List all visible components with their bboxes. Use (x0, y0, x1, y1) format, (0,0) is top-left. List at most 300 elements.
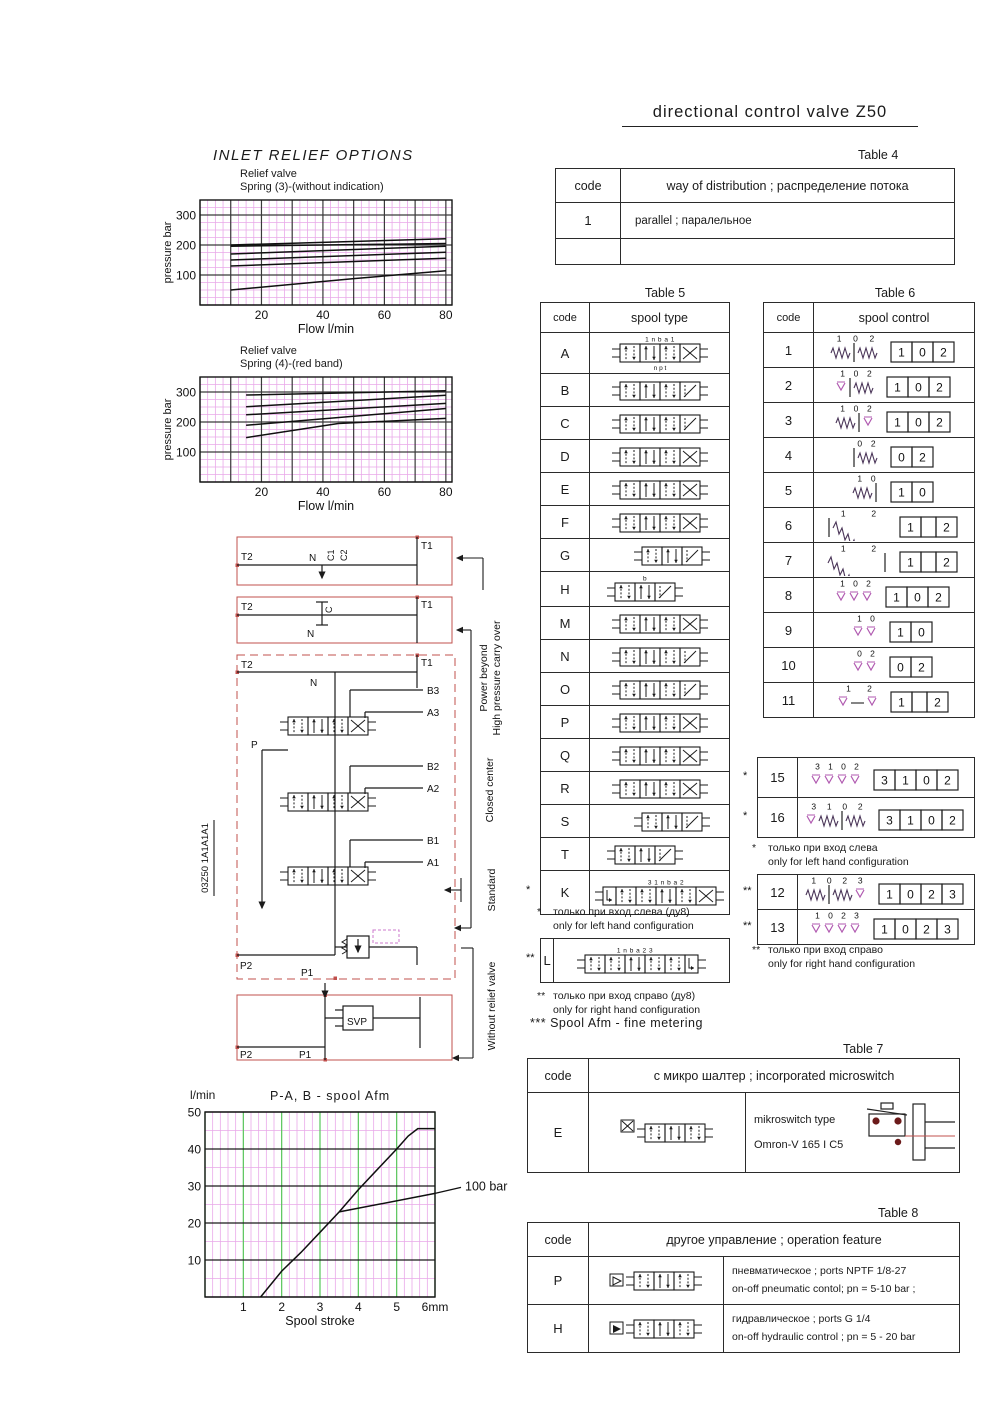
svg-text:2: 2 (870, 649, 875, 659)
control-code: 1 (764, 333, 814, 368)
spool-symbol (611, 410, 709, 437)
svg-text:1 n b a 1: 1 n b a 1 (644, 336, 675, 344)
control-symbol (850, 649, 938, 681)
table5-col-code: code (541, 303, 590, 333)
svg-text:50: 50 (187, 1105, 201, 1120)
relief-spring3-canvas (160, 196, 495, 338)
table8-code: H (528, 1305, 589, 1353)
control-symbol (803, 876, 969, 908)
svg-text:n p t: n p t (653, 365, 666, 372)
page-title: directional control valve Z50 (622, 103, 918, 127)
svg-text:100: 100 (175, 268, 196, 283)
svg-text:100: 100 (175, 445, 196, 460)
svg-text:0: 0 (853, 369, 858, 379)
table-row (541, 440, 730, 473)
label-svp: SVP (347, 1017, 368, 1028)
control-symbol-cell (814, 333, 975, 368)
svg-text:2: 2 (940, 345, 947, 360)
label-b2: B2 (427, 762, 440, 773)
svg-text:1: 1 (897, 625, 904, 640)
spool-symbol (611, 509, 709, 536)
svg-text:0: 0 (870, 474, 876, 484)
svg-text:2: 2 (842, 876, 848, 886)
svg-text:1: 1 (907, 520, 914, 535)
inlet-relief-title: INLET RELIEF OPTIONS (213, 147, 414, 164)
spool-symbol (609, 1267, 703, 1294)
label-t1: T1 (421, 541, 433, 552)
table-row (764, 683, 975, 718)
control-symbol (808, 911, 964, 943)
note-mark: ** (743, 920, 752, 933)
svg-text:2: 2 (866, 579, 871, 589)
label-p1: P1 (301, 968, 314, 979)
svg-text:0: 0 (914, 415, 922, 430)
table-row (764, 578, 975, 613)
label-n: N (309, 553, 317, 564)
svg-text:2: 2 (928, 887, 935, 902)
svg-text:2: 2 (943, 520, 950, 535)
chart-plot-area (160, 196, 495, 343)
control-code: 10 (764, 648, 814, 683)
svg-text:3: 3 (815, 761, 820, 771)
svg-text:4: 4 (354, 1300, 362, 1314)
afm-flow-canvas (160, 1104, 525, 1344)
spool-symbol-cell (590, 838, 730, 871)
microswitch-model-label: Omron-V 165 I C5 (754, 1138, 844, 1151)
spool-code: G (541, 539, 590, 572)
table7 (527, 1058, 960, 1173)
table5-note-left (537, 906, 694, 933)
table-row (764, 438, 975, 473)
svg-text:0: 0 (826, 876, 832, 886)
spool-symbol-cell (590, 739, 730, 772)
table-row (541, 772, 730, 805)
spool-symbol-cell (590, 805, 730, 838)
control-symbol-cell (798, 910, 975, 945)
control-symbol (825, 544, 963, 576)
table8-caption: Table 8 (878, 1206, 919, 1220)
svg-text:0: 0 (897, 450, 905, 465)
control-symbol-cell (814, 473, 975, 508)
microswitch-type-label: mikroswitch type (754, 1114, 836, 1127)
spool-code: B (541, 374, 590, 407)
section-valve-2 (279, 788, 377, 820)
spool-symbol-cell (590, 440, 730, 473)
spool-code: E (541, 473, 590, 506)
svg-text:6mm: 6mm (421, 1300, 449, 1314)
table-row (541, 706, 730, 739)
spool-symbol (279, 712, 377, 739)
control-symbol (833, 404, 956, 436)
control-code: 9 (764, 613, 814, 648)
svg-text:Flow l/min: Flow l/min (297, 322, 355, 336)
control-code: 4 (764, 438, 814, 473)
table6-col-code: code (764, 303, 814, 333)
spool-code: O (541, 673, 590, 706)
svg-text:0: 0 (897, 660, 904, 675)
spool-symbol (576, 945, 707, 977)
spool-symbol-cell (590, 706, 730, 739)
svg-text:1: 1 (897, 695, 905, 710)
table-row (764, 648, 975, 683)
note-mark: * (537, 906, 542, 918)
spool-afm-note: *** Spool Afm - fine metering (530, 1016, 703, 1030)
svg-text:2: 2 (870, 439, 876, 449)
table6-note-right (752, 944, 915, 971)
svg-text:2: 2 (943, 555, 950, 570)
note-ru: только при вход слева (768, 842, 878, 854)
svg-text:200: 200 (175, 238, 196, 253)
label-standard: Standard (486, 868, 498, 912)
table7-desc-cell (746, 1093, 960, 1173)
label-t1: T1 (421, 600, 433, 611)
svg-text:40: 40 (316, 485, 330, 499)
control-code: 5 (764, 473, 814, 508)
table6 (763, 302, 975, 718)
spool-symbol (611, 709, 709, 736)
svg-text:2: 2 (869, 334, 875, 344)
control-code: * 15 (758, 758, 798, 798)
spool-symbol-cell (590, 333, 730, 374)
spool-symbol (611, 742, 709, 769)
svg-text:0: 0 (856, 439, 862, 449)
spool-symbol-cell (554, 939, 730, 983)
svg-text:0: 0 (914, 590, 921, 605)
spool-symbol (611, 334, 709, 372)
spool-symbol (279, 862, 377, 889)
svg-text:1: 1 (839, 404, 845, 414)
spool-symbol (633, 542, 711, 569)
spool-symbol (606, 573, 684, 605)
label-carry-over: High pressure carry over (491, 620, 503, 736)
svg-text:1: 1 (897, 485, 905, 500)
note-mark: ** (752, 944, 761, 956)
svg-text:1: 1 (886, 887, 893, 902)
spool-code: R (541, 772, 590, 805)
svg-text:0: 0 (918, 485, 926, 500)
table-row (541, 506, 730, 539)
label-a3: A3 (427, 708, 440, 719)
label-without-relief: Without relief valve (486, 961, 498, 1051)
table4-code (556, 239, 621, 265)
table5-row-l (526, 938, 730, 983)
svg-text:1: 1 (907, 813, 914, 827)
table-row (541, 939, 730, 983)
note-ru: только при вход слева (ду8) (553, 906, 690, 918)
control-symbol-cell (814, 368, 975, 403)
svg-text:Spool stroke: Spool stroke (285, 1314, 355, 1328)
spool-symbol (594, 877, 725, 909)
svg-text:0: 0 (902, 922, 909, 937)
control-code: 2 (764, 368, 814, 403)
svg-text:1: 1 (239, 1300, 247, 1314)
svg-text:3: 3 (949, 887, 956, 902)
svg-text:80: 80 (439, 485, 453, 499)
table4-code: 1 (556, 203, 621, 239)
spool-symbol-cell (590, 572, 730, 607)
control-symbol-cell (814, 648, 975, 683)
spool-symbol-cell (590, 539, 730, 572)
svg-text:1: 1 (881, 922, 888, 937)
svg-text:300: 300 (175, 208, 196, 223)
table7-col-label: с микро шалтер ; incorporated microswitch (589, 1059, 960, 1093)
label-p: P (251, 740, 258, 751)
svg-text:2: 2 (949, 813, 956, 827)
table-row (764, 368, 975, 403)
flow-vs-stroke (261, 1129, 435, 1297)
table-row (541, 473, 730, 506)
svg-text:5: 5 (393, 1300, 401, 1314)
table6-note-left (752, 842, 909, 869)
chart-afm (160, 1088, 525, 1350)
table4-col-label: way of distribution ; распределение потока (621, 169, 955, 203)
svg-text:1: 1 (845, 684, 851, 694)
chart-plot-area (160, 373, 495, 520)
spool-symbol (611, 443, 709, 470)
svg-text:2: 2 (854, 761, 859, 771)
table8-col-code: code (528, 1223, 589, 1257)
chart-relief-spring3 (160, 168, 495, 340)
svg-text:3: 3 (854, 911, 859, 921)
label-c: C (324, 606, 334, 613)
spool-symbol-cell (590, 407, 730, 440)
label-c2: C2 (339, 549, 349, 561)
svg-text:2: 2 (918, 450, 926, 465)
svg-text:30: 30 (187, 1179, 201, 1194)
control-symbol (850, 614, 938, 646)
chart-subtitle: Spring (3)-(without indication) (240, 181, 384, 193)
note-mark: * (752, 842, 757, 854)
spool-symbol (606, 841, 684, 868)
table-row (541, 539, 730, 572)
svg-text:2: 2 (841, 911, 846, 921)
spool-symbol (279, 788, 377, 815)
svg-text:3: 3 (881, 773, 888, 787)
table4-col-code: code (556, 169, 621, 203)
spool-symbol (611, 610, 709, 637)
svg-text:10: 10 (187, 1253, 201, 1268)
svg-text:20: 20 (254, 308, 269, 322)
table-row (541, 407, 730, 440)
table5-col-label: spool type (590, 303, 730, 333)
label-t2: T2 (241, 660, 253, 671)
control-symbol-cell (798, 758, 975, 798)
table8 (527, 1222, 960, 1353)
svg-text:1: 1 (811, 876, 817, 886)
table4-value: parallel ; паралельное (621, 203, 955, 239)
svg-text:2: 2 (871, 509, 877, 519)
chart-title: Relief valve (240, 345, 297, 357)
label-n: N (310, 678, 318, 689)
feature-line1: пневматическое ; ports NPTF 1/8-27 (732, 1264, 907, 1277)
control-symbol (850, 474, 939, 506)
control-symbol (828, 334, 960, 366)
svg-text:2: 2 (866, 404, 872, 414)
series (261, 1129, 435, 1297)
control-symbol-cell (814, 613, 975, 648)
spool-code: T (541, 838, 590, 871)
spool-code: D (541, 440, 590, 473)
control-code: * 16 (758, 798, 798, 838)
svg-text:20: 20 (254, 485, 269, 499)
spool-code: S (541, 805, 590, 838)
annotation-100bar: 100 bar (465, 1179, 508, 1194)
spool-symbol (611, 676, 709, 703)
svg-text:2: 2 (935, 415, 943, 430)
svg-text:0: 0 (919, 345, 926, 360)
svg-text:2: 2 (918, 660, 925, 675)
svg-text:3: 3 (857, 876, 863, 886)
pneu-actuator-icon (610, 1274, 623, 1286)
svg-text:1 n b a 2 3: 1 n b a 2 3 (616, 947, 654, 954)
table-row (541, 673, 730, 706)
svg-text:1: 1 (836, 334, 842, 344)
svg-text:0: 0 (928, 813, 935, 827)
svg-text:0: 0 (842, 801, 848, 811)
svg-text:2: 2 (935, 380, 943, 395)
spool-code: F (541, 506, 590, 539)
spool-symbol (633, 808, 711, 835)
label-closed-center: Closed center (484, 757, 496, 823)
control-symbol (850, 439, 939, 471)
pilot-dashed-box (373, 930, 399, 943)
svg-text:0: 0 (828, 911, 833, 921)
svg-text:60: 60 (377, 485, 392, 499)
table7-col-code: code (528, 1059, 589, 1093)
table-row (764, 613, 975, 648)
svg-text:1: 1 (857, 614, 862, 624)
control-symbol (808, 762, 964, 794)
spool-code: A (541, 333, 590, 374)
svg-text:1: 1 (902, 773, 909, 787)
table-row (764, 403, 975, 438)
spool-symbol (611, 476, 709, 503)
spool-code: C (541, 407, 590, 440)
svg-text:1: 1 (840, 579, 845, 589)
table8-desc-cell (724, 1257, 960, 1305)
label-a2: A2 (427, 784, 440, 795)
control-symbol-cell (814, 683, 975, 718)
control-symbol (825, 509, 963, 541)
chart-title: Relief valve (240, 168, 297, 180)
note-en: only for left hand configuration (553, 919, 694, 932)
table-row (764, 543, 975, 578)
control-symbol (833, 369, 956, 401)
note-en: only for left hand configuration (768, 855, 909, 868)
chart-plot-area (160, 1104, 525, 1349)
table-row (758, 798, 975, 838)
feature-line2: on-off hydraulic control ; pn = 5 - 20 bar (732, 1330, 916, 1343)
svg-text:0: 0 (853, 579, 858, 589)
svg-text:2: 2 (923, 922, 930, 937)
feature-line2: on-off pneumatic contol; pn = 5-10 bar ; (732, 1282, 916, 1295)
table-row (764, 333, 975, 368)
label-a1: A1 (427, 858, 440, 869)
svg-text:1: 1 (826, 801, 832, 811)
note-en: only for right hand configuration (553, 1003, 701, 1016)
svg-text:2: 2 (935, 590, 942, 605)
svg-text:0: 0 (870, 614, 875, 624)
table8-col-label: другое управление ; operation feature (589, 1223, 960, 1257)
svg-text:2: 2 (944, 773, 951, 787)
svg-text:1: 1 (893, 590, 900, 605)
label-p1: P1 (299, 1050, 312, 1061)
label-b1: B1 (427, 836, 440, 847)
table4 (555, 168, 955, 265)
svg-text:2: 2 (871, 544, 877, 554)
table4-caption: Table 4 (858, 148, 899, 162)
svg-text:2: 2 (866, 684, 872, 694)
label-t2: T2 (241, 602, 253, 613)
svg-text:3: 3 (944, 922, 951, 937)
svg-text:2: 2 (866, 369, 872, 379)
svg-text:0: 0 (853, 334, 858, 344)
table8-code: P (528, 1257, 589, 1305)
label-t1: T1 (421, 658, 433, 669)
control-symbol (833, 579, 955, 611)
svg-text:pressure bar: pressure bar (162, 398, 174, 461)
control-code: 6 (764, 508, 814, 543)
svg-text:200: 200 (175, 415, 196, 430)
label-b3: B3 (427, 686, 440, 697)
note-mark: * (743, 769, 748, 782)
feature-line1: гидравлическое ; ports G 1/4 (732, 1312, 871, 1325)
svg-text:3 1 n b a 2: 3 1 n b a 2 (647, 879, 685, 886)
svg-text:60: 60 (377, 308, 392, 322)
table-row (541, 333, 730, 374)
control-symbol-cell (814, 543, 975, 578)
table6-rows-15-16 (743, 757, 975, 838)
control-code: 3 (764, 403, 814, 438)
svg-text:0: 0 (853, 404, 858, 414)
spool-symbol (611, 643, 709, 670)
label-p2: P2 (240, 961, 253, 972)
table-row (541, 607, 730, 640)
svg-text:1: 1 (898, 345, 905, 360)
spool-code: M (541, 607, 590, 640)
table5-caption: Table 5 (644, 286, 686, 300)
label-t2: T2 (241, 552, 253, 563)
svg-text:2: 2 (278, 1300, 286, 1314)
spool-symbol-cell (590, 473, 730, 506)
table-row (541, 640, 730, 673)
svg-text:300: 300 (175, 385, 196, 400)
control-symbol-cell (814, 438, 975, 473)
label-c1: C1 (326, 549, 336, 561)
note-en: only for right hand configuration (768, 957, 916, 970)
control-symbol (835, 684, 954, 716)
spool-symbol (609, 1315, 703, 1342)
note-mark: ** (537, 990, 546, 1002)
table5-note-right (537, 990, 700, 1017)
svg-text:3: 3 (316, 1300, 324, 1314)
spool-code: ** L (541, 939, 554, 983)
svg-text:1: 1 (840, 544, 846, 554)
svg-text:0: 0 (907, 887, 914, 902)
spool-symbol-cell (590, 772, 730, 805)
table-row (764, 473, 975, 508)
table6-col-label: spool control (814, 303, 975, 333)
svg-text:1: 1 (840, 509, 846, 519)
control-symbol-cell (798, 798, 975, 838)
control-symbol-cell (798, 875, 975, 910)
spool-symbol (611, 775, 709, 802)
spool-symbol-cell (590, 506, 730, 539)
control-code: 8 (764, 578, 814, 613)
table5 (526, 302, 730, 915)
control-symbol-cell (814, 578, 975, 613)
svg-text:0: 0 (841, 761, 846, 771)
